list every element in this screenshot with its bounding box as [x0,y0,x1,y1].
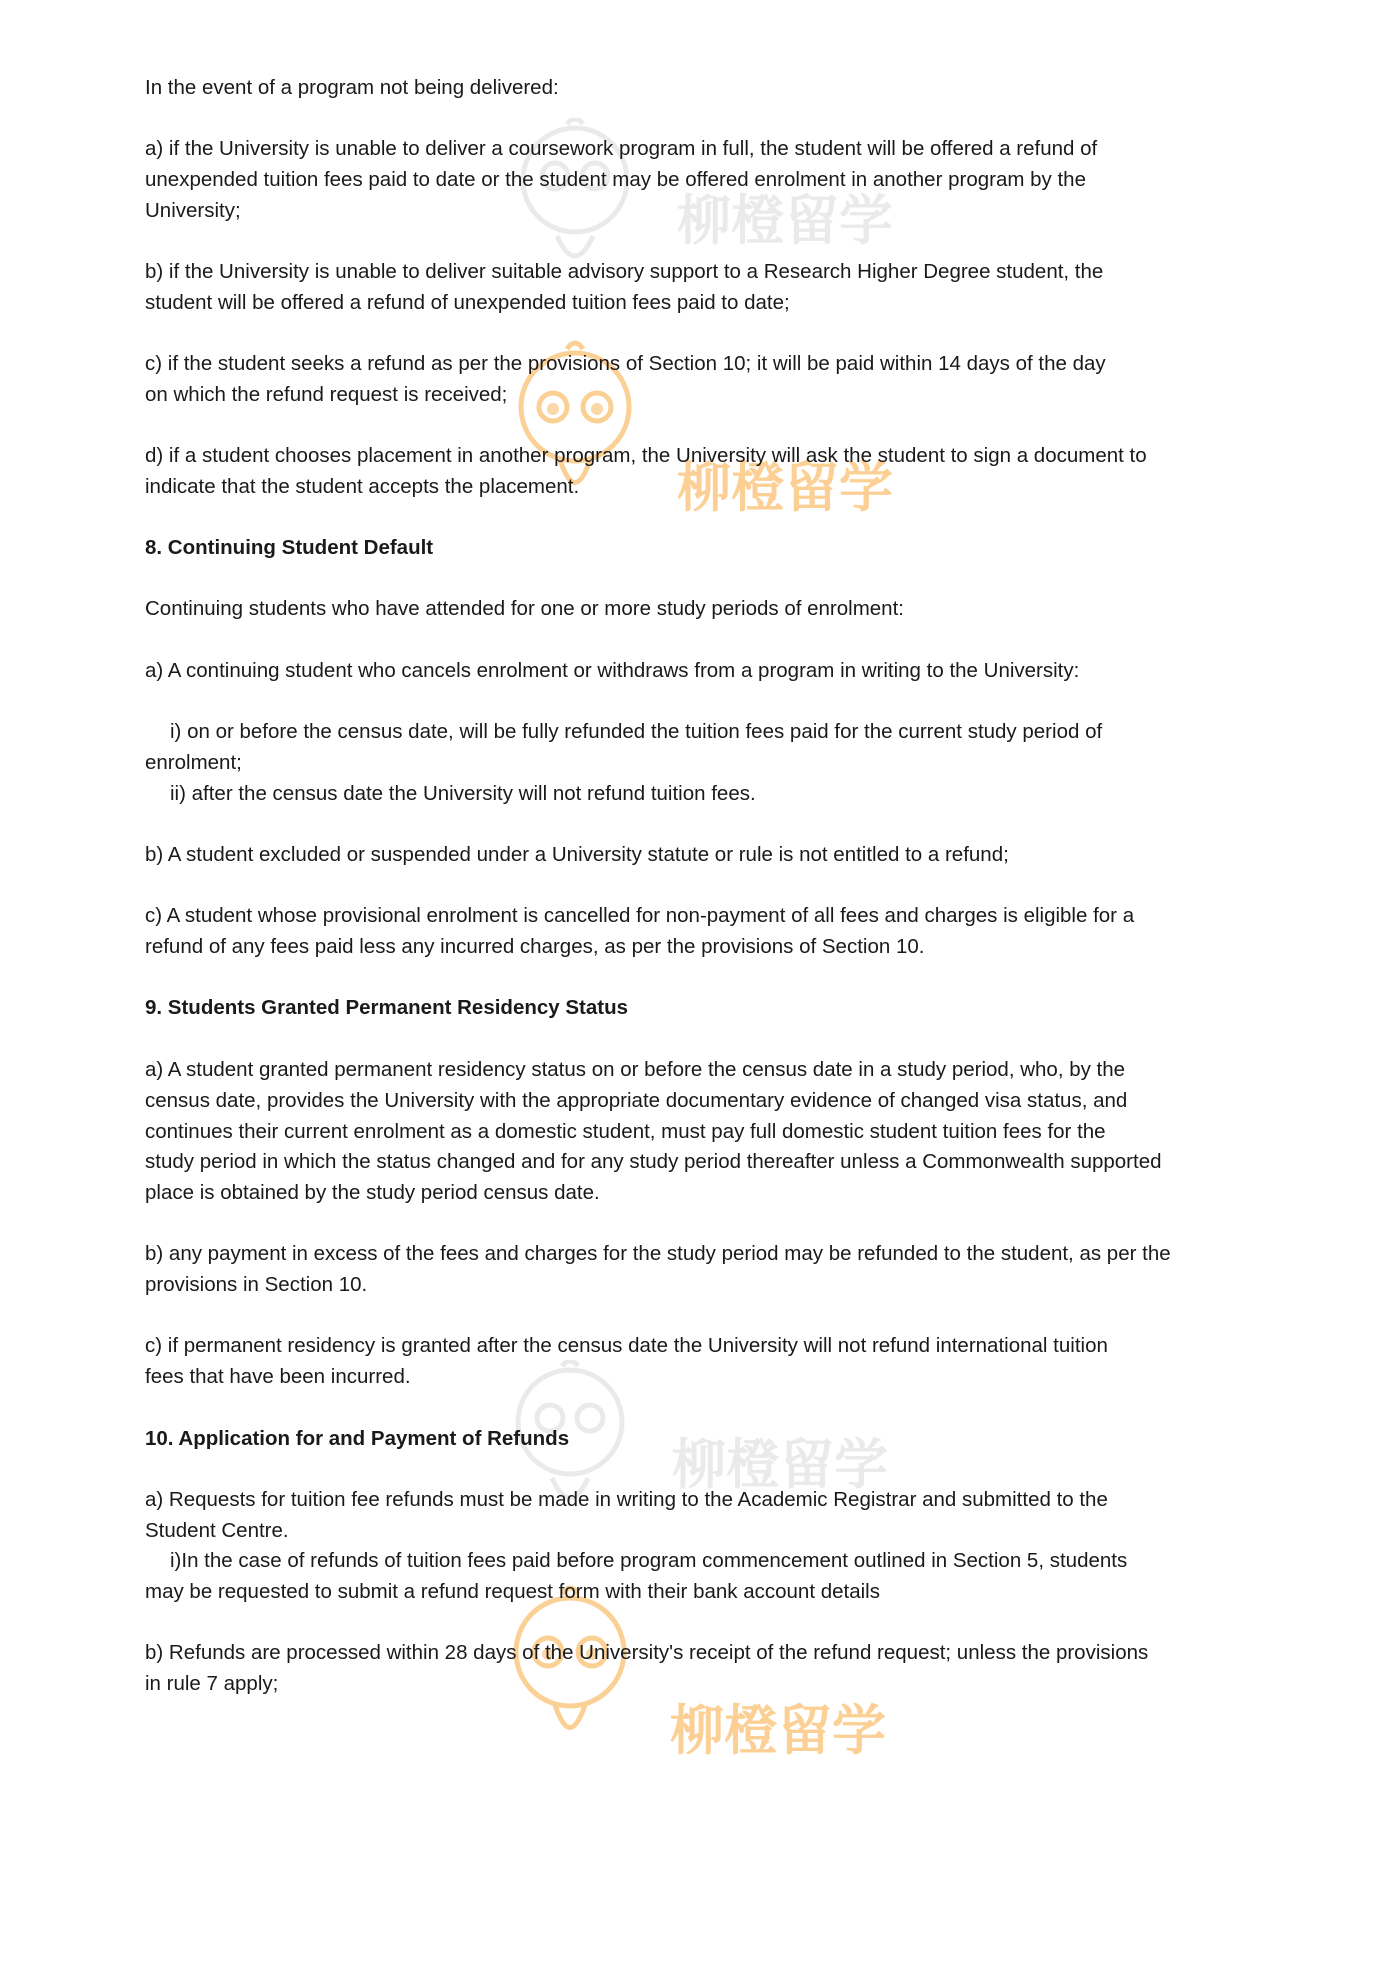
para-c-line-2: on which the refund request is received; [145,383,508,406]
section-8-intro: Continuing students who have attended for one or more study periods of enrolment: [145,597,904,620]
section-8-c-line-2: refund of any fees paid less any incurred charges, as per the provisions of Section 10. [145,935,925,958]
para-d-line-2: indicate that the student accepts the placement. [145,475,580,498]
para-d-line-1: d) if a student chooses placement in another program, the University will ask the student to sign a document to [145,444,1147,467]
section-8-b: b) A student excluded or suspended under a University statute or rule is not entitled to a refund; [145,843,1009,866]
para-a-line-3: University; [145,199,241,222]
section-9-c-line-2: fees that have been incurred. [145,1365,411,1388]
section-10-a-line-2: Student Centre. [145,1519,289,1542]
section-8-c-line-1: c) A student whose provisional enrolment is cancelled for non-payment of all fees and charges is eligible for a [145,904,1135,927]
section-9-b-line-1: b) any payment in excess of the fees and charges for the study period may be refunded to the student, as per the [145,1242,1171,1265]
section-9-b-line-2: provisions in Section 10. [145,1273,368,1296]
section-8-heading: 8. Continuing Student Default [145,536,434,559]
section-10-heading: 10. Application for and Payment of Refunds [145,1427,570,1450]
section-8-a: a) A continuing student who cancels enrolment or withdraws from a program in writing to the University: [145,659,1080,682]
section-8-a-i-line-1: i) on or before the census date, will be fully refunded the tuition fees paid for the current study period of [170,720,1103,743]
section-9-a-line-5: place is obtained by the study period census date. [145,1181,600,1204]
watermark-text: 柳橙留学 [677,456,893,519]
watermark-text: 柳橙留学 [672,1433,888,1496]
section-9-c-line-1: c) if permanent residency is granted after the census date the University will not refund international tuition [145,1334,1108,1357]
section-9-a-line-2: census date, provides the University with the appropriate documentary evidence of changed visa status, and [145,1089,1128,1112]
para-b-line-2: student will be offered a refund of unexpended tuition fees paid to date; [145,291,790,314]
para-c-line-1: c) if the student seeks a refund as per the provisions of Section 10; it will be paid within 14 days of the day [145,352,1106,375]
watermark-text: 柳橙留学 [670,1699,886,1762]
mascot-icon [500,1580,650,1770]
section-10-a-i-line-1: i)In the case of refunds of tuition fees paid before program commencement outlined in Section 5, students [170,1549,1128,1572]
para-a-line-1: a) if the University is unable to deliver a coursework program in full, the student will be offered a refund of [145,137,1098,160]
intro-line: In the event of a program not being delivered: [145,76,559,99]
section-10-a-i-line-2: may be requested to submit a refund request form with their bank account details [145,1580,880,1603]
watermark-text: 柳橙留学 [677,189,893,252]
section-8-a-ii: ii) after the census date the University will not refund tuition fees. [170,782,756,805]
section-8-a-i-line-2: enrolment; [145,751,242,774]
section-10-a-line-1: a) Requests for tuition fee refunds must be made in writing to the Academic Registrar and submitted to the [145,1488,1108,1511]
section-9-a-line-1: a) A student granted permanent residency status on or before the census date in a study period, who, by the [145,1058,1126,1081]
section-9-heading: 9. Students Granted Permanent Residency Status [145,996,629,1019]
section-9-a-line-4: study period in which the status changed and for any study period thereafter unless a Commonwealth supported [145,1150,1162,1173]
section-9-a-line-3: continues their current enrolment as a domestic student, must pay full domestic student tuition fees for the [145,1120,1106,1143]
para-a-line-2: unexpended tuition fees paid to date or the student may be offered enrolment in another program by the [145,168,1086,191]
section-10-b-line-2: in rule 7 apply; [145,1672,279,1695]
para-b-line-1: b) if the University is unable to deliver suitable advisory support to a Research Higher Degree student, the [145,260,1104,283]
section-10-b-line-1: b) Refunds are processed within 28 days of the University's receipt of the refund request; unless the provisions [145,1641,1149,1664]
